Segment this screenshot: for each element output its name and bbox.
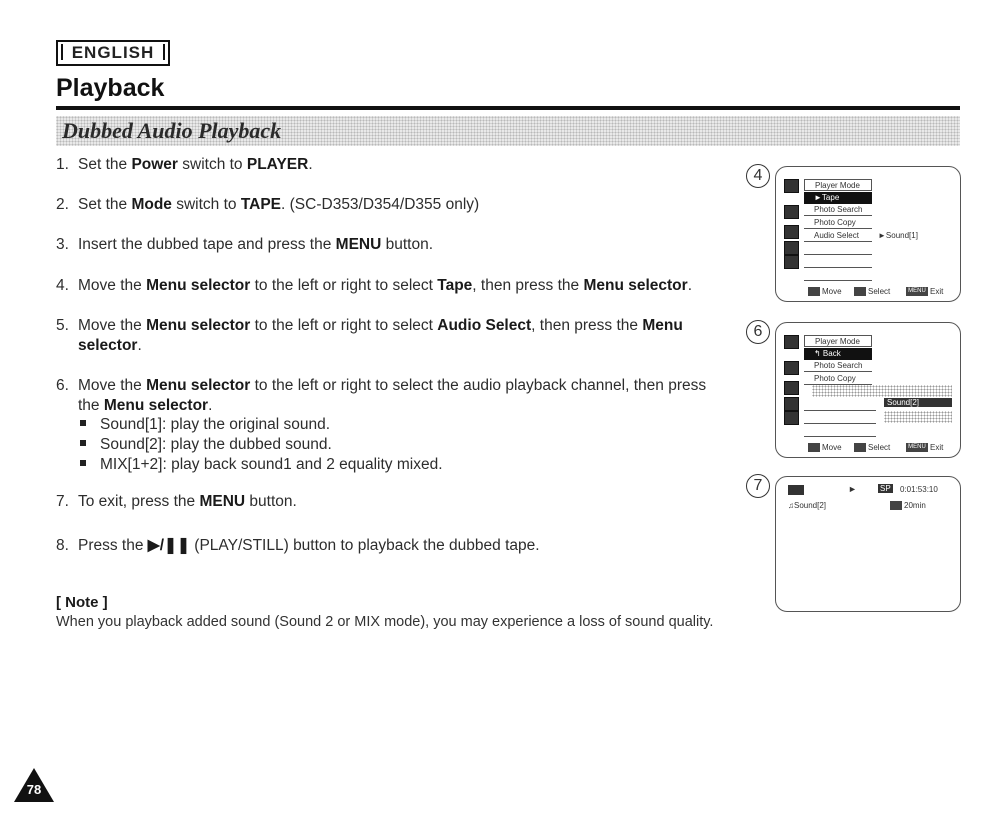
sp-badge: SP xyxy=(880,484,891,493)
step-6: 6. Move the Menu selector to the left or right to select the audio playback channel, then press the Menu selector. xyxy=(56,377,707,414)
camera-icon xyxy=(784,179,799,193)
footer-exit: MENU Exit xyxy=(906,287,943,296)
menu-item-empty xyxy=(804,399,876,411)
section-banner xyxy=(56,116,960,146)
step-2: 2. Set the Mode switch to TAPE. (SC-D353/D354/D355 only) xyxy=(56,196,480,213)
note-title: [ Note ] xyxy=(56,594,108,611)
tape-icon xyxy=(784,361,799,375)
page-number: 78 xyxy=(26,782,42,797)
screen-4 xyxy=(775,166,961,302)
tape-remain-icon xyxy=(890,501,902,510)
screen-7-label: 7 xyxy=(746,474,770,498)
select-icon xyxy=(854,287,866,296)
menu-key-icon: MENU xyxy=(906,443,928,452)
note-text: When you playback added sound (Sound 2 or MIX mode), you may experience a loss of sound quality. xyxy=(56,614,714,630)
section-title: Dubbed Audio Playback xyxy=(62,118,282,143)
footer-move: Move xyxy=(808,443,842,452)
menu-item-back: ↰ Back xyxy=(804,348,872,360)
footer-exit: MENU Exit xyxy=(906,443,943,452)
menu-item-tape: ►Tape xyxy=(804,192,872,204)
menu-item-empty xyxy=(804,243,872,255)
tape-remain: 20min xyxy=(890,501,926,510)
photo-icon xyxy=(784,225,799,239)
camera-icon xyxy=(784,335,799,349)
photo-icon xyxy=(784,381,799,395)
audio-icon xyxy=(784,241,799,255)
sound-indicator: ♫Sound[2] xyxy=(788,501,827,510)
timecode: 0:01:53:10 xyxy=(900,485,938,494)
menu-item-empty xyxy=(804,256,872,268)
step-7: 7. To exit, press the MENU button. xyxy=(56,493,297,510)
screen-6-label: 6 xyxy=(746,320,770,344)
screen-4-label: 4 xyxy=(746,164,770,188)
step-3: 3. Insert the dubbed tape and press the MENU button. xyxy=(56,236,434,253)
menu-item-empty xyxy=(804,425,876,437)
page-title: Playback xyxy=(56,74,165,102)
screen-7 xyxy=(775,476,961,612)
menu-item-photo-copy: Photo Copy xyxy=(804,373,872,385)
screen-6 xyxy=(775,322,961,458)
play-icon: ► xyxy=(848,484,857,494)
bullet-mix: MIX[1+2]: play back sound1 and 2 equality mixed. xyxy=(80,456,443,474)
bullet-sound1: Sound[1]: play the original sound. xyxy=(80,416,330,434)
menu-item-photo-search: Photo Search xyxy=(804,360,872,372)
language-label: ENGLISH xyxy=(56,40,170,66)
select-icon xyxy=(854,443,866,452)
player-mode-icon: ■■ xyxy=(788,485,804,495)
menu-item-photo-copy: Photo Copy xyxy=(804,217,872,229)
setup-icon xyxy=(784,411,799,425)
menu-item-audio-select: Audio Select xyxy=(804,230,872,242)
audio-select-value: ►Sound[1] xyxy=(878,231,918,240)
step-5: 5. Move the Menu selector to the left or right to select Audio Select, then press the Menu selector. xyxy=(56,317,683,354)
step-8: 8. Press the ▶/❚❚ (PLAY/STILL) button to playback the dubbed tape. xyxy=(56,537,540,554)
step-1: 1. Set the Power switch to PLAYER. xyxy=(56,156,313,173)
menu-item-photo-search: Photo Search xyxy=(804,204,872,216)
footer-select: Select xyxy=(854,443,890,452)
menu-head: Player Mode xyxy=(804,179,872,191)
footer-move: Move xyxy=(808,287,842,296)
option-dots xyxy=(884,411,952,423)
menu-head: Player Mode xyxy=(804,335,872,347)
menu-key-icon: MENU xyxy=(906,287,928,296)
move-icon xyxy=(808,443,820,452)
title-rule xyxy=(56,106,960,110)
step-4: 4. Move the Menu selector to the left or right to select Tape, then press the Menu selector. xyxy=(56,277,692,294)
audio-select-highlight xyxy=(812,385,952,397)
tape-icon xyxy=(784,205,799,219)
audio-option-sound2: Sound[2] xyxy=(884,398,952,407)
menu-item-empty xyxy=(804,412,876,424)
bullet-sound2: Sound[2]: play the dubbed sound. xyxy=(80,436,332,454)
footer-select: Select xyxy=(854,287,890,296)
audio-icon xyxy=(784,397,799,411)
move-icon xyxy=(808,287,820,296)
menu-item-empty xyxy=(804,269,872,281)
setup-icon xyxy=(784,255,799,269)
